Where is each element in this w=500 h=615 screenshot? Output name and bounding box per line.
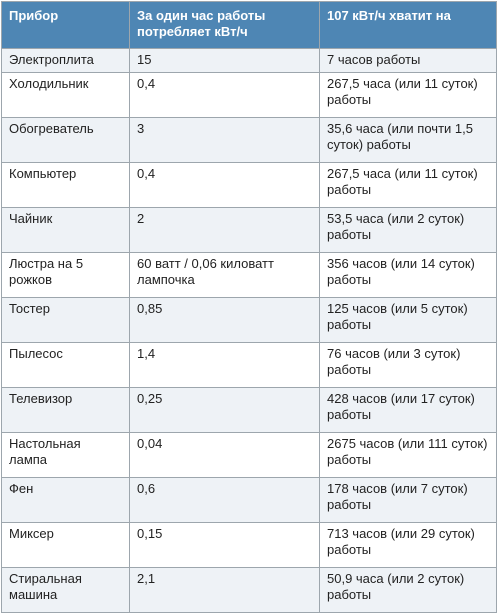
header-107-kwh-lasts: 107 кВт/ч хватит на (320, 2, 497, 49)
consumption-cell: 2,1 (130, 567, 320, 612)
device-cell: Тостер (2, 297, 130, 342)
duration-cell: 178 часов (или 7 суток) работы (320, 477, 497, 522)
consumption-cell: 0,25 (130, 387, 320, 432)
consumption-cell: 15 (130, 49, 320, 73)
energy-consumption-table (1, 1, 497, 613)
consumption-cell: 0,4 (130, 162, 320, 207)
device-cell: Обогреватель (2, 117, 130, 162)
device-cell: Люстра на 5 рожков (2, 252, 130, 297)
device-cell: Фен (2, 477, 130, 522)
duration-cell: 713 часов (или 29 суток) работы (320, 522, 497, 567)
table-row (2, 72, 497, 117)
device-cell: Чайник (2, 207, 130, 252)
table-row (2, 297, 497, 342)
table-row (2, 207, 497, 252)
table-row (2, 252, 497, 297)
consumption-cell: 1,4 (130, 342, 320, 387)
consumption-cell: 0,15 (130, 522, 320, 567)
consumption-cell: 0,6 (130, 477, 320, 522)
duration-cell: 267,5 часа (или 11 суток) работы (320, 162, 497, 207)
table-row (2, 49, 497, 73)
header-consumption-per-hour: За один час работы потребляет кВт/ч (130, 2, 320, 49)
table-row (2, 522, 497, 567)
duration-cell: 267,5 часа (или 11 суток) работы (320, 72, 497, 117)
duration-cell: 356 часов (или 14 суток) работы (320, 252, 497, 297)
device-cell: Пылесос (2, 342, 130, 387)
table-row (2, 477, 497, 522)
table-row (2, 117, 497, 162)
duration-cell: 2675 часов (или 111 суток) работы (320, 432, 497, 477)
consumption-cell: 3 (130, 117, 320, 162)
consumption-cell: 2 (130, 207, 320, 252)
table-row (2, 162, 497, 207)
device-cell: Стиральная машина (2, 567, 130, 612)
consumption-cell: 60 ватт / 0,06 киловатт лампочка (130, 252, 320, 297)
consumption-cell: 0,04 (130, 432, 320, 477)
consumption-cell: 0,4 (130, 72, 320, 117)
duration-cell: 428 часов (или 17 суток) работы (320, 387, 497, 432)
device-cell: Телевизор (2, 387, 130, 432)
header-device: Прибор (2, 2, 130, 49)
device-cell: Электроплита (2, 49, 130, 73)
duration-cell: 53,5 часа (или 2 суток) работы (320, 207, 497, 252)
duration-cell: 76 часов (или 3 суток) работы (320, 342, 497, 387)
table-row (2, 342, 497, 387)
device-cell: Миксер (2, 522, 130, 567)
consumption-cell: 0,85 (130, 297, 320, 342)
table-header-row (2, 2, 497, 49)
duration-cell: 50,9 часа (или 2 суток) работы (320, 567, 497, 612)
duration-cell: 7 часов работы (320, 49, 497, 73)
table-row (2, 432, 497, 477)
device-cell: Компьютер (2, 162, 130, 207)
table-row (2, 567, 497, 612)
duration-cell: 125 часов (или 5 суток) работы (320, 297, 497, 342)
device-cell: Холодильник (2, 72, 130, 117)
duration-cell: 35,6 часа (или почти 1,5 суток) работы (320, 117, 497, 162)
device-cell: Настольная лампа (2, 432, 130, 477)
table-row (2, 387, 497, 432)
